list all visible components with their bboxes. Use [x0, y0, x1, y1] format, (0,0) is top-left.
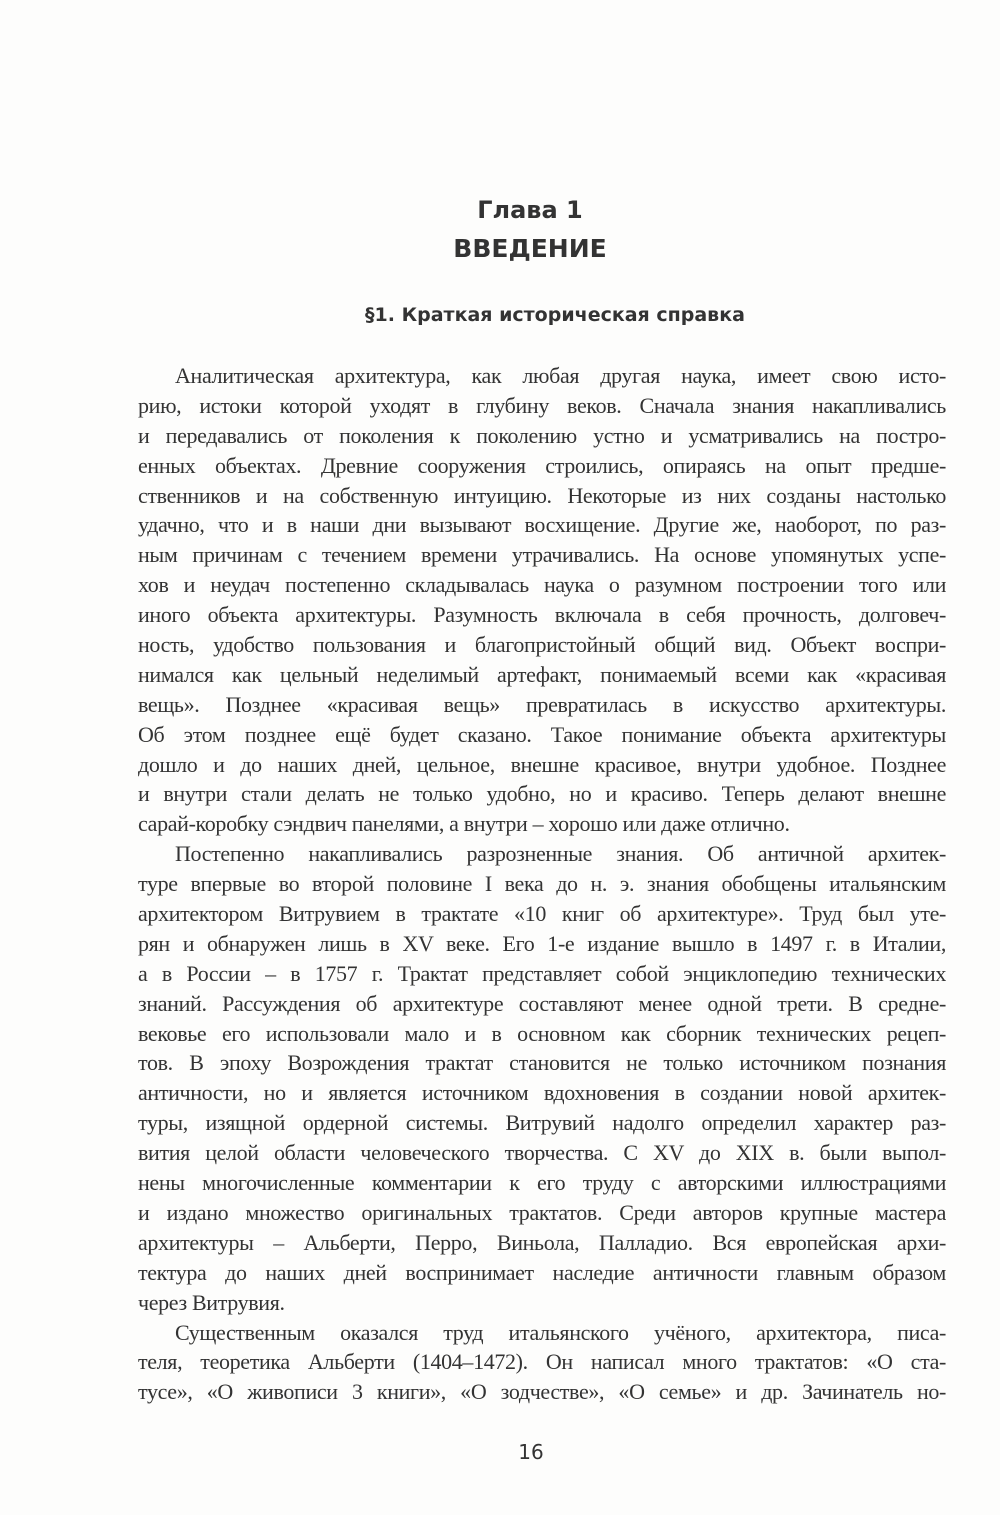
text-line: вещь». Позднее «красивая вещь» превратилась в искусство архитектуры. [138, 691, 946, 717]
text-line: и издано множество оригинальных трактатов. Среди авторов крупные мастера [138, 1199, 946, 1225]
text-line: туры, изящной ордерной системы. Витрувий надолго определил характер раз- [138, 1110, 946, 1136]
text-line: архитектуры – Альберти, Перро, Виньола, Палладио. Вся европейская архи- [138, 1229, 946, 1255]
text-line: нены многочисленные комментарии к его труду с авторскими иллюстрациями [138, 1170, 946, 1196]
text-line: и внутри стали делать не только удобно, но и красиво. Теперь делают внешне [138, 781, 946, 807]
chapter-title: ВВЕДЕНИЕ [453, 234, 607, 263]
text-line: вития целой области человеческого творчества. С XV до XIX в. были выпол- [138, 1140, 946, 1166]
text-line: ственников и на собственную интуицию. Некоторые из них созданы настолько [138, 482, 946, 508]
text-line: сарай-коробку сэндвич панелями, а внутри – хорошо или даже отлично. [138, 811, 790, 837]
text-line: теля, теоретика Альберти (1404–1472). Он написал много трактатов: «О ста- [138, 1349, 946, 1375]
text-line: туре впервые во второй половине I века до н. э. знания обобщены итальянским [138, 871, 946, 897]
text-line: енных объектах. Древние сооружения строились, опираясь на опыт предше- [138, 452, 946, 478]
text-line: через Витрувия. [138, 1289, 285, 1315]
text-line: нимался как цельный неделимый артефакт, понимаемый всеми как «красивая [138, 661, 946, 687]
text-line: хов и неудач постепенно складывалась наука о разумном построении того или [138, 572, 946, 598]
text-line: тов. В эпоху Возрождения трактат становится не только источником познания [138, 1050, 946, 1076]
text-line: рян и обнаружен лишь в XV веке. Его 1-е издание вышло в 1497 г. в Италии, [138, 930, 946, 956]
body-text [138, 361, 946, 1407]
text-line: Существенным оказался труд итальянского учёного, архитектора, писа- [175, 1319, 946, 1345]
text-line: ность, удобство пользования и благопристойный общий вид. Объект воспри- [138, 632, 946, 658]
paragraph [138, 361, 946, 839]
text-line: Об этом позднее ещё будет сказано. Такое понимание объекта архитектуры [138, 721, 946, 747]
text-line: а в России – в 1757 г. Трактат представляет собой энциклопедию технических [138, 960, 946, 986]
text-line: удачно, что и в наши дни вызывают восхищение. Другие же, наоборот, по раз- [138, 512, 946, 538]
page-number: 16 [518, 1440, 544, 1464]
chapter-label: Глава 1 [477, 196, 583, 224]
text-line: тусе», «О живописи 3 книги», «О зодчестве», «О семье» и др. Зачинатель но- [138, 1379, 946, 1405]
text-line: Постепенно накапливались разрозненные знания. Об античной архитек- [175, 841, 946, 867]
text-line: и передавались от поколения к поколению устно и усматривались на постро- [138, 422, 946, 448]
text-line: архитектором Витрувием в трактате «10 книг об архитектуре». Труд был уте- [138, 901, 946, 927]
text-line: тектура до наших дней воспринимает наследие античности главным образом [138, 1259, 946, 1285]
text-line: знаний. Рассуждения об архитектуре составляют менее одной трети. В средне- [138, 990, 946, 1016]
text-line: античности, но и является источником вдохновения в создании новой архитек- [138, 1080, 946, 1106]
section-title: §1. Краткая историческая справка [365, 304, 745, 326]
text-line: дошло и до наших дней, цельное, внешне красивое, внутри удобное. Позднее [138, 751, 946, 777]
paragraph [138, 1318, 946, 1408]
text-line: вековье его использовали мало и в основном как сборник технических рецеп- [138, 1020, 946, 1046]
paragraph [138, 839, 946, 1317]
text-line: Аналитическая архитектура, как любая другая наука, имеет свою исто- [175, 363, 946, 388]
text-line: иного объекта архитектуры. Разумность включала в себя прочность, долговеч- [138, 602, 946, 628]
text-line: рию, истоки которой уходят в глубину веков. Сначала знания накапливались [138, 392, 946, 418]
text-line: ным причинам с течением времени утрачивались. На основе упомянутых успе- [138, 542, 946, 568]
